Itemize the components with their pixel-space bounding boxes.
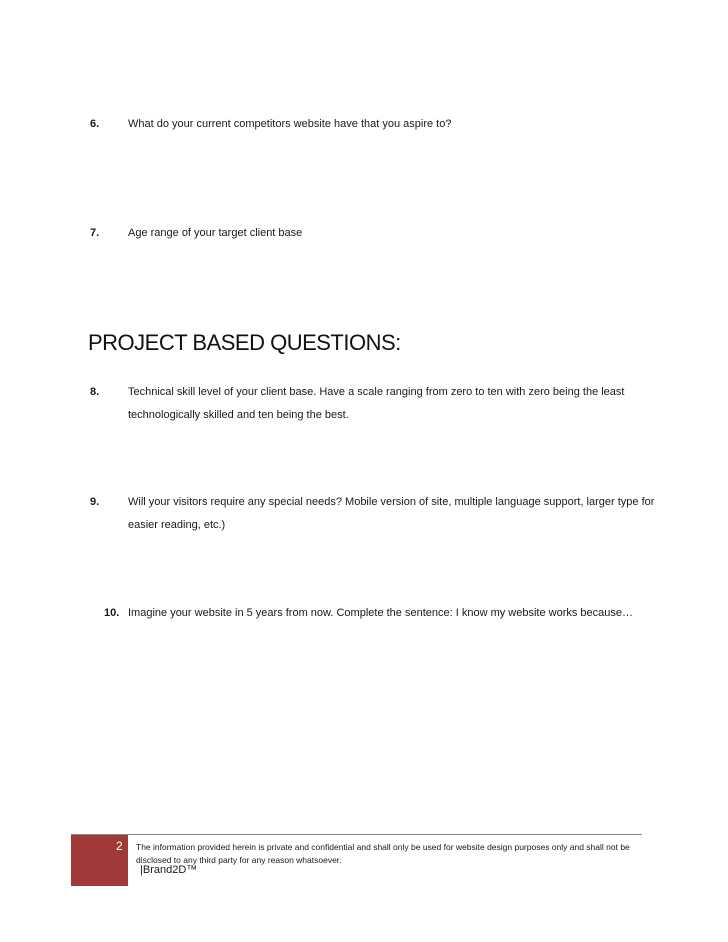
question-text: Age range of your target client base	[128, 227, 303, 239]
question-text: Technical skill level of your client base. Have a scale ranging from zero to ten with zero being the least technologically skilled and ten being the best.	[128, 386, 625, 421]
question-text: Imagine your website in 5 years from now. Complete the sentence: I know my website works because…	[128, 607, 634, 619]
question-9	[90, 491, 660, 537]
question-text: Will your visitors require any special needs? Mobile version of site, multiple language support, larger type for easier reading, etc.)	[128, 496, 655, 531]
footer-divider	[71, 834, 642, 835]
question-7	[90, 222, 660, 245]
footer-disclaimer: The information provided herein is private and confidential and shall only be used for website design purposes only and shall not be disclosed to any third party for any reason whatsoever.	[136, 842, 630, 865]
question-number: 8.	[90, 386, 100, 398]
question-8	[90, 381, 660, 427]
question-number: 7.	[90, 227, 100, 239]
footer-brand: |Brand2D™	[140, 864, 198, 876]
question-10	[104, 602, 674, 625]
question-6	[90, 113, 660, 136]
page-number: 2	[116, 839, 123, 853]
question-number: 10.	[104, 607, 120, 619]
question-number: 6.	[90, 118, 100, 130]
section-title: PROJECT BASED QUESTIONS:	[88, 330, 401, 355]
question-number: 9.	[90, 496, 100, 508]
question-text: What do your current competitors website have that you aspire to?	[128, 118, 452, 130]
